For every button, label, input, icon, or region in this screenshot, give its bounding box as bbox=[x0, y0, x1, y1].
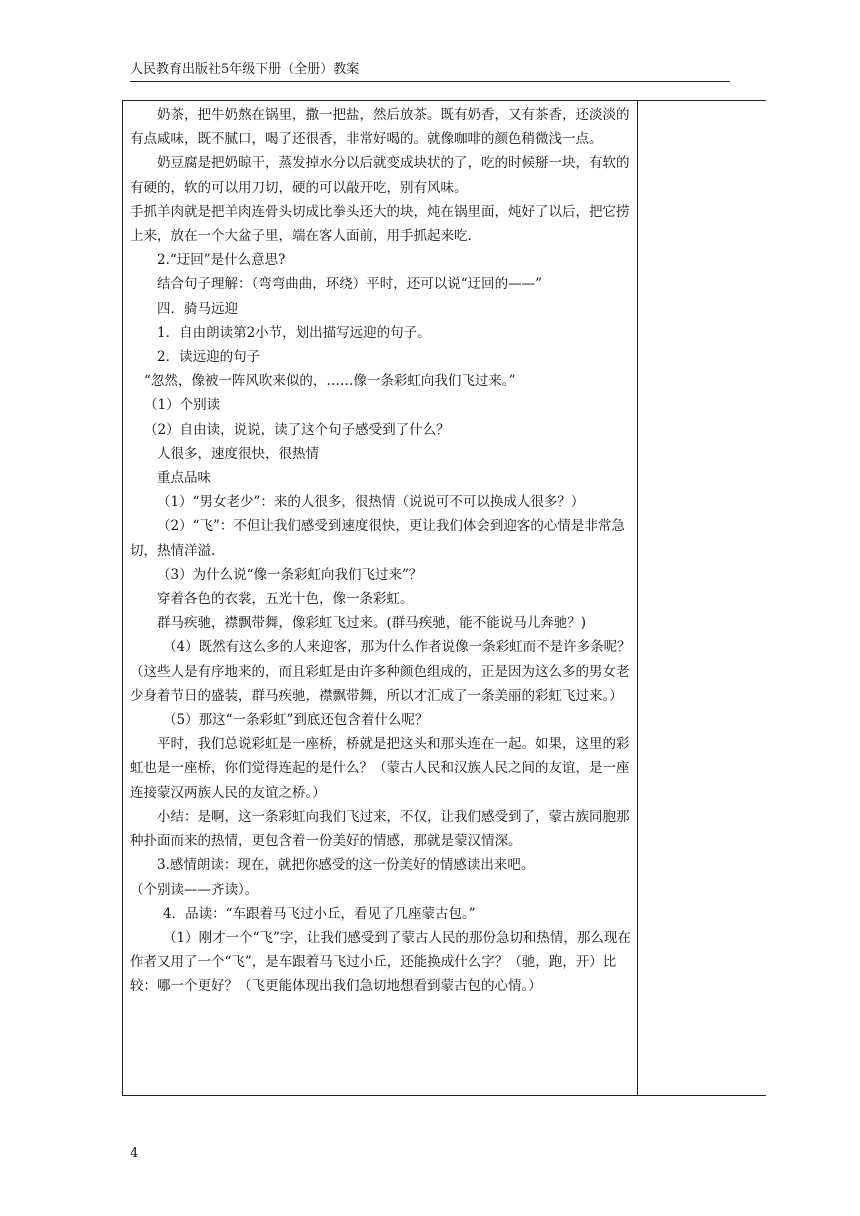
paragraph-point-4: （4）既然有这么多的人来迎客，那为什么作者说像一条彩虹而不是许多条呢？（这些人是有序地来的，而且彩虹是由许多种颜色组成的，正是因为这么多的男女老少身着节日的盛装，群马疾驰，襟飘带舞，所以才汇成了一条美丽的彩虹飞过来。） bbox=[130, 639, 631, 704]
paragraph-individual-read: （1）个别读 bbox=[144, 397, 221, 414]
column-divider bbox=[637, 100, 638, 1095]
paragraph-step-2: 2．读远迎的句子 bbox=[157, 349, 261, 366]
paragraph-summary: 小结：是啊，这一条彩虹向我们飞过来，不仅，让我们感受到了，蒙古族同胞那种扑面而来的热情，更包含着一份美好的情感，那就是蒙汉情深。 bbox=[130, 808, 630, 850]
paragraph-point-5: （5）那这“一条彩虹”到底还包含着什么呢？ bbox=[163, 712, 429, 729]
paragraph-question-yuhui: 2.“迂回”是什么意思? bbox=[157, 252, 286, 269]
paragraph-milk-tea: 奶茶，把牛奶熬在锅里，撒一把盐，然后放茶。既有奶香，又有茶香，还淡淡的有点咸味，既不腻口，喝了还很香，非常好喝的。就像咖啡的颜色稍微浅一点。 bbox=[130, 107, 630, 148]
paragraph-yuhui-meaning: 结合句子理解：（弯弯曲曲，环绕）平时，还可以说“迂回的——” bbox=[157, 276, 543, 293]
paragraph-key-points: 重点品味 bbox=[157, 470, 211, 487]
paragraph-point-1: （1）“男女老少”：来的人很多，很热情（说说可不可以换成人很多？） bbox=[157, 494, 585, 511]
paragraph-emotional-read: 3.感情朗读：现在，就把你感受的这一份美好的情感读出来吧。 bbox=[157, 857, 535, 874]
header-title: 人民教育出版社5年级下册（全册）教案 bbox=[130, 62, 360, 77]
page-number: 4 bbox=[130, 1146, 139, 1161]
paragraph-point-3: （3）为什么说“像一条彩虹向我们飞过来”？ bbox=[157, 566, 423, 583]
paragraph-hand-mutton: 手抓羊肉就是把羊肉连骨头切成比拳头还大的块，炖在锅里面，炖好了以后，把它捞上来，放在一个大盆子里，端在客人面前，用手抓起来吃. bbox=[130, 203, 630, 245]
paragraph-step-1: 1．自由朗读第2小节，划出描写远迎的句子。 bbox=[157, 324, 431, 341]
paragraph-milk-tofu: 奶豆腐是把奶晾干，蒸发掉水分以后就变成块状的了，吃的时候掰一块，有软的有硬的，软的可以用刀切，硬的可以敲开吃，别有风味。 bbox=[130, 155, 630, 196]
paragraph-quote-rainbow: “忽然，像被一阵风吹来似的，……像一条彩虹向我们飞过来。” bbox=[144, 373, 516, 390]
paragraph-colors: 穿着各色的衣裳，五光十色，像一条彩虹。 bbox=[157, 591, 414, 608]
paragraph-feelings: 人很多，速度很快，很热情 bbox=[157, 445, 319, 462]
paragraph-horses: 群马疾驰，襟飘带舞，像彩虹飞过来。(群马疾驰，能不能说马儿奔驰？) bbox=[157, 615, 587, 632]
paragraph-bridge: 平时，我们总说彩虹是一座桥，桥就是把这头和那头连在一起。如果，这里的彩虹也是一座桥，你们觉得连起的是什么？（蒙古人民和汉族人民之间的友谊，是一座连接蒙汉两族人民的友谊之桥。） bbox=[130, 736, 630, 801]
paragraph-read-order: （个别读——齐读）。 bbox=[130, 881, 259, 898]
section-heading-welcome: 四．骑马远迎 bbox=[157, 300, 238, 317]
page-header bbox=[130, 60, 730, 82]
paragraph-fly-word: （1）刚才一个“飞”字，让我们感受到了蒙古人民的那份急切和热情，那么现在作者又用了一个“飞”，是车跟着马飞过小丘，还能换成什么字？（驰，跑，开）比较：哪一个更好？（飞更能体现出我们急切地想看到蒙古包的心情。） bbox=[130, 929, 631, 995]
paragraph-step-4: 4．品读：“车跟着马飞过小丘，看见了几座蒙古包。” bbox=[163, 905, 476, 922]
paragraph-point-2: （2）“飞”：不但让我们感受到速度很快，更让我们体会到迎客的心情是非常急切，热情洋溢. bbox=[130, 518, 625, 559]
lesson-content bbox=[130, 103, 635, 999]
paragraph-free-read: （2）自由读，说说，读了这个句子感受到了什么？ bbox=[144, 421, 450, 438]
